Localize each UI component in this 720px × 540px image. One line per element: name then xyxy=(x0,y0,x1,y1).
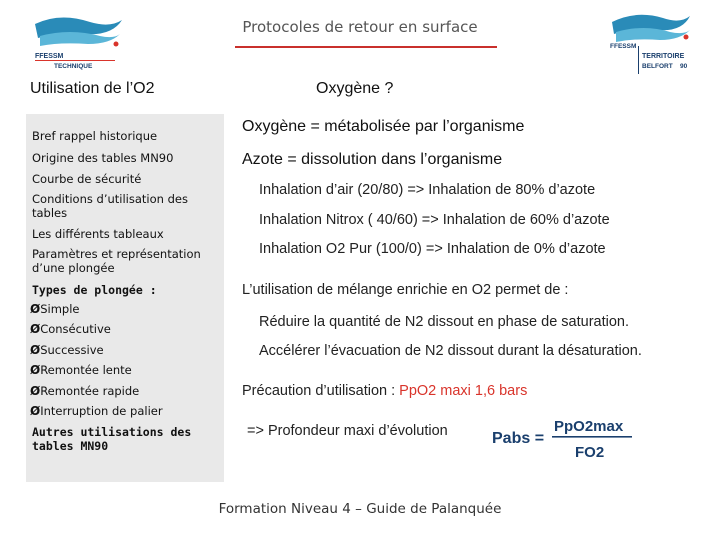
text-melange-enrichi: L’utilisation de mélange enrichie en O2 permet de : xyxy=(242,282,569,298)
ppo2-max-value: PpO2 maxi 1,6 bars xyxy=(399,383,528,399)
logo-right-line3: BELFORT xyxy=(642,63,673,70)
text-azote: Azote = dissolution dans l’organisme xyxy=(242,151,503,168)
precaution-label: Précaution d’utilisation : xyxy=(242,383,400,399)
arrow-bullet-icon: Ø xyxy=(30,322,41,336)
text-precaution xyxy=(242,383,527,399)
sidebar-item-types-de-plongee[interactable]: Types de plongée : xyxy=(32,283,157,297)
sidebar-subitem[interactable] xyxy=(30,384,220,398)
sidebar-subitem[interactable] xyxy=(30,404,220,418)
arrow-bullet-icon: Ø xyxy=(30,363,41,377)
text-profondeur-maxi: => Profondeur maxi d’évolution xyxy=(247,423,448,439)
sidebar-subitem[interactable] xyxy=(30,343,220,357)
sidebar-outline xyxy=(26,114,224,482)
text-inhalation-nitrox: Inhalation Nitrox ( 40/60) => Inhalation de 60% d’azote xyxy=(259,212,610,228)
section-heading-left: Utilisation de l’O2 xyxy=(30,80,155,97)
formula-denominator: FO2 xyxy=(575,444,605,461)
sidebar-subitem-label: Simple xyxy=(40,302,80,316)
pabs-formula xyxy=(490,414,640,464)
ffessm-technique-logo xyxy=(30,14,125,70)
sidebar-item[interactable]: Les différents tableaux xyxy=(32,227,164,241)
sidebar-subitem[interactable] xyxy=(30,363,220,377)
sidebar-item-autres-utilisations[interactable]: Autres utilisations des tables MN90 xyxy=(32,425,192,453)
sidebar-subitem-label: Consécutive xyxy=(40,322,111,336)
header-title: Protocoles de retour en surface xyxy=(242,18,478,36)
sidebar-item[interactable]: Paramètres et représentation d’une plongée xyxy=(32,247,201,275)
sidebar-subitem-label: Remontée lente xyxy=(40,363,132,377)
text-inhalation-air: Inhalation d’air (20/80) => Inhalation de 80% d’azote xyxy=(259,182,596,198)
formula-lhs: Pabs = xyxy=(492,430,545,447)
logo-right-line4: 90 xyxy=(680,63,688,70)
formula-numerator: PpO2max xyxy=(554,418,624,435)
sidebar-item[interactable]: Conditions d’utilisation des tables xyxy=(32,192,188,220)
arrow-bullet-icon: Ø xyxy=(30,404,41,418)
sidebar-item[interactable]: Bref rappel historique xyxy=(32,129,158,143)
sidebar-subitem[interactable] xyxy=(30,322,220,336)
arrow-bullet-icon: Ø xyxy=(30,343,41,357)
arrow-bullet-icon: Ø xyxy=(30,302,41,316)
sidebar-item[interactable]: Courbe de sécurité xyxy=(32,172,142,186)
text-accelerer: Accélérer l’évacuation de N2 dissout durant la désaturation. xyxy=(259,343,642,359)
text-inhalation-o2: Inhalation O2 Pur (100/0) => Inhalation de 0% d’azote xyxy=(259,241,606,257)
logo-left-line1: FFESSM xyxy=(35,53,64,60)
text-reduire: Réduire la quantité de N2 dissout en phase de saturation. xyxy=(259,314,629,330)
sidebar-subitem[interactable] xyxy=(30,302,220,316)
logo-left-line2: TECHNIQUE xyxy=(54,63,93,70)
logo-right-line2: TERRITOIRE xyxy=(642,53,685,60)
arrow-bullet-icon: Ø xyxy=(30,384,41,398)
header-divider xyxy=(235,46,497,48)
section-heading-right: Oxygène ? xyxy=(316,80,394,97)
sidebar-subitem-label: Remontée rapide xyxy=(40,384,140,398)
text-oxygene: Oxygène = métabolisée par l’organisme xyxy=(242,118,525,135)
logo-right-line1: FFESSM xyxy=(610,43,637,50)
sidebar-subitem-label: Successive xyxy=(40,343,104,357)
sidebar-item[interactable]: Origine des tables MN90 xyxy=(32,151,174,165)
ffessm-territoire-logo xyxy=(608,10,693,78)
sidebar-subitem-label: Interruption de palier xyxy=(40,404,163,418)
footer-text: Formation Niveau 4 – Guide de Palanquée xyxy=(218,501,502,517)
